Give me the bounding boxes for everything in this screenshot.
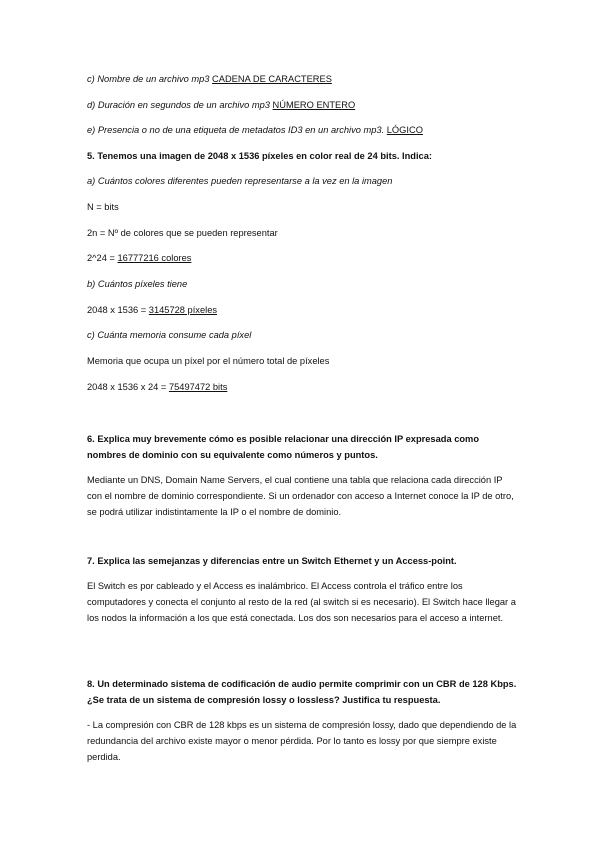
q5-pixels-expr: 2048 x 1536 = — [87, 305, 149, 315]
q6-answer: Mediante un DNS, Domain Name Servers, el cual contiene una tabla que relaciona cada dirección IP con el nombre de dominio correspondiente. Si un ordenador con acceso a Internet conoce la IP de otro, se podrá utilizar indistintamente la IP o el nombre de dominio. — [87, 475, 514, 518]
q5-b-question: b) Cuántos píxeles tiene — [87, 279, 188, 289]
q5-colors-answer: 16777216 colores — [117, 253, 192, 263]
q5-colors-expr: 2^24 = — [87, 253, 118, 263]
q5-memory-text: Memoria que ocupa un píxel por el número total de píxeles — [87, 356, 330, 366]
q5-pixels-line — [87, 304, 217, 316]
q4-c-line — [87, 73, 332, 85]
q5-memory-answer: 75497472 bits — [168, 382, 228, 392]
q4-d-line — [87, 99, 355, 111]
q5-n-bits: N = bits — [87, 202, 119, 212]
q8-title: 8. Un determinado sistema de codificación de audio permite comprimir con un CBR de 128 Kbps. ¿Se trata de un sistema de compresión lossy o lossless? Justifica tu respuesta. — [87, 679, 517, 706]
q5-formula: 2n = Nº de colores que se pueden representar — [87, 228, 278, 238]
q7-title: 7. Explica las semejanzas y diferencias entre un Switch Ethernet y un Access-point. — [87, 556, 457, 566]
q8-answer: - La compresión con CBR de 128 kbps es un sistema de compresión lossy, dado que dependiendo de la redundancia del archivo existe mayor o menor pérdida. Por lo tanto es lossy por que siempre existe perdida. — [87, 720, 517, 763]
q4-d-answer: NÚMERO ENTERO — [272, 100, 356, 110]
q5-title: 5. Tenemos una imagen de 2048 x 1536 píxeles en color real de 24 bits. Indica: — [87, 151, 432, 161]
q6-title: 6. Explica muy brevemente cómo es posible relacionar una dirección IP expresada como nombres de dominio con su equivalente como números y puntos. — [87, 434, 480, 461]
q5-pixels-answer: 3145728 píxeles — [148, 305, 218, 315]
q7-answer: El Switch es por cableado y el Access es inalámbrico. El Access controla el tráfico entre los computadores y conecta el conjunto al resto de la red (al switch si es necesario). El Switch hace llegar a los nodos la información a los que está conectada. Los dos son necesarios para el acceso a internet. — [87, 581, 516, 624]
q5-c-question: c) Cuánta memoria consume cada píxel — [87, 330, 252, 340]
q4-d-prompt: d) Duración en segundos de un archivo mp3 — [87, 100, 273, 110]
q5-colors-line — [87, 252, 191, 264]
q4-c-prompt: c) Nombre de un archivo mp3 — [87, 74, 213, 84]
q4-c-answer: CADENA DE CARACTERES — [212, 74, 332, 84]
q5-a-question: a) Cuántos colores diferentes pueden representarse a la vez en la imagen — [87, 176, 393, 186]
q4-e-answer: LÓGICO — [386, 125, 423, 135]
q4-e-prompt: e) Presencia o no de una etiqueta de metadatos ID3 en un archivo mp3. — [87, 125, 387, 135]
q5-memory-line — [87, 381, 227, 393]
q4-e-line — [87, 124, 423, 136]
q5-memory-expr: 2048 x 1536 x 24 = — [87, 382, 169, 392]
